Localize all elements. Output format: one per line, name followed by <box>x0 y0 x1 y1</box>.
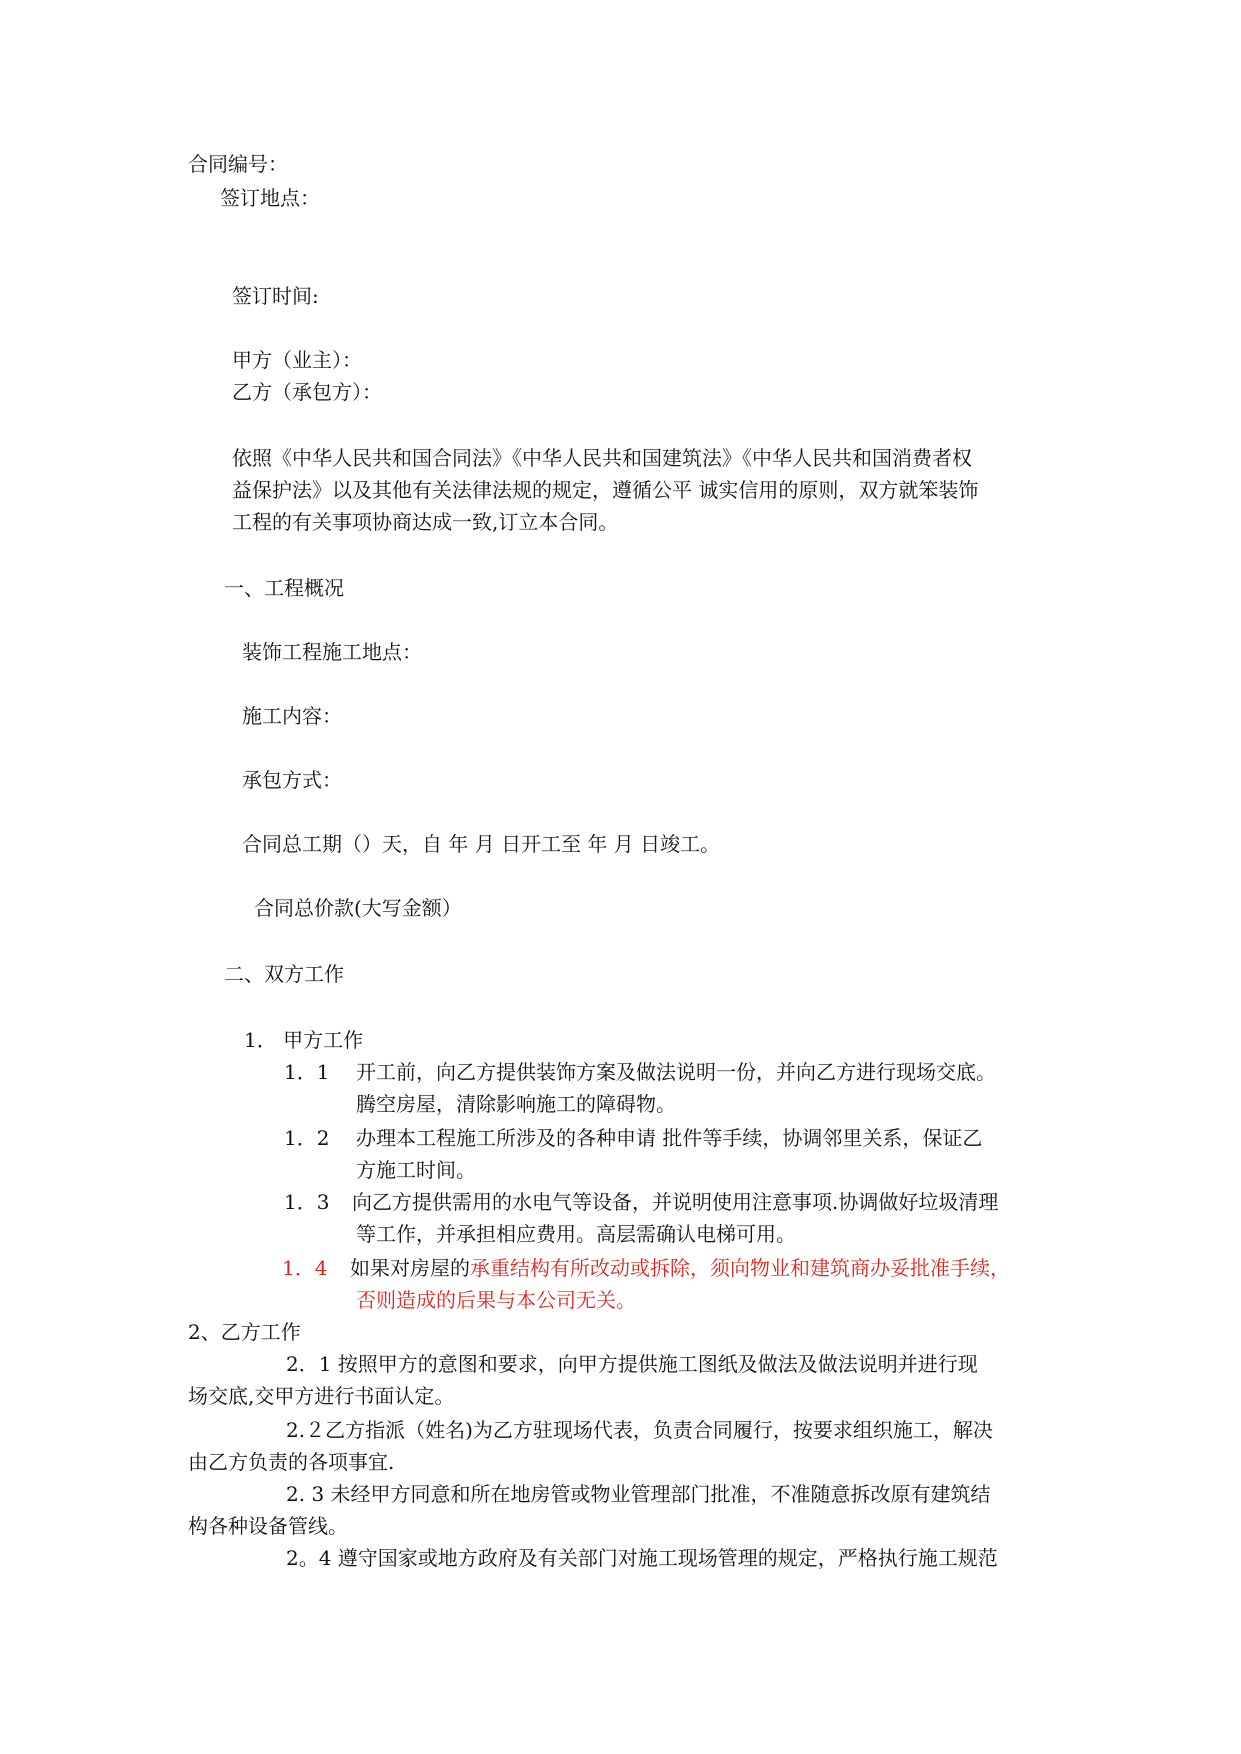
party-b-label: 乙方（承包方）： <box>232 380 382 404</box>
b-item-line-1: 2. 3 未经甲方同意和所在地房管或物业管理部门批准，不准随意拆改原有建筑结 <box>286 1482 991 1506</box>
contract-mode-label: 承包方式： <box>242 768 342 792</box>
section-1-title: 一、工程概况 <box>224 576 344 600</box>
item-text-highlight: 承重结构有所改动或拆除，须向物业和建筑商办妥批准手续， <box>470 1256 1010 1280</box>
intro-line-1: 依照《中华人民共和国合同法》《中华人民共和国建筑法》《中华人民共和国消费者权 <box>232 446 972 470</box>
party-a-label: 甲方（业主）： <box>232 348 362 372</box>
item-number: 1．2 <box>284 1126 330 1150</box>
item-number-highlight: 1．4 <box>282 1256 328 1280</box>
item-number: 1．3 <box>284 1190 330 1214</box>
item-text-line-1: 向乙方提供需用的水电气等设备，并说明使用注意事项.协调做好垃圾清理 <box>352 1190 999 1214</box>
party-b-work-title: 2、乙方工作 <box>188 1320 301 1344</box>
item-text-line-1 <box>350 1252 1010 1284</box>
b-item-line-2: 场交底,交甲方进行书面认定。 <box>188 1384 455 1408</box>
b-item-line-1: 2。4 遵守国家或地方政府及有关部门对施工现场管理的规定，严格执行施工规范 <box>286 1546 998 1570</box>
item-text-line-1: 办理本工程施工所涉及的各种申请 批件等手续，协调邻里关系，保证乙 <box>356 1126 983 1150</box>
construction-site-label: 装饰工程施工地点： <box>242 640 422 664</box>
item-number: 1．1 <box>284 1060 330 1084</box>
section-2-title: 二、双方工作 <box>224 962 344 986</box>
item-text-normal: 如果对房屋的 <box>350 1256 470 1280</box>
b-item-line-1: 2.２乙方指派（姓名)为乙方驻现场代表，负责合同履行，按要求组织施工，解决 <box>286 1418 993 1442</box>
contract-number-label: 合同编号： <box>188 152 288 176</box>
party-a-work-title: 1． 甲方工作 <box>244 1028 364 1052</box>
contract-price-label: 合同总价款(大写金额） <box>254 896 462 920</box>
item-text-line-2: 方施工时间。 <box>356 1158 476 1182</box>
b-item-line-1: 2．1 按照甲方的意图和要求，向甲方提供施工图纸及做法及做法说明并进行现 <box>286 1352 978 1376</box>
item-text-line-1: 开工前，向乙方提供装饰方案及做法说明一份，并向乙方进行现场交底。 <box>356 1060 996 1084</box>
contract-period-line: 合同总工期（）天，自 年 月 日开工至 年 月 日竣工。 <box>242 832 721 856</box>
intro-line-3: 工程的有关事项协商达成一致,订立本合同。 <box>232 510 619 534</box>
b-item-line-2: 构各种设备管线。 <box>188 1514 348 1538</box>
sign-place-label: 签订地点： <box>220 186 320 210</box>
item-text-line-2-highlight: 否则造成的后果与本公司无关。 <box>356 1288 636 1312</box>
sign-time-label: 签订时间: <box>232 284 319 308</box>
construction-content-label: 施工内容： <box>242 704 342 728</box>
b-item-line-2: 由乙方负责的各项事宜. <box>188 1450 395 1474</box>
intro-line-2: 益保护法》以及其他有关法律法规的规定，遵循公平 诚实信用的原则，双方就笨装饰 <box>232 478 979 502</box>
item-text-line-2: 腾空房屋，清除影响施工的障碍物。 <box>356 1092 676 1116</box>
item-text-line-2: 等工作，并承担相应费用。高层需确认电梯可用。 <box>356 1222 796 1246</box>
